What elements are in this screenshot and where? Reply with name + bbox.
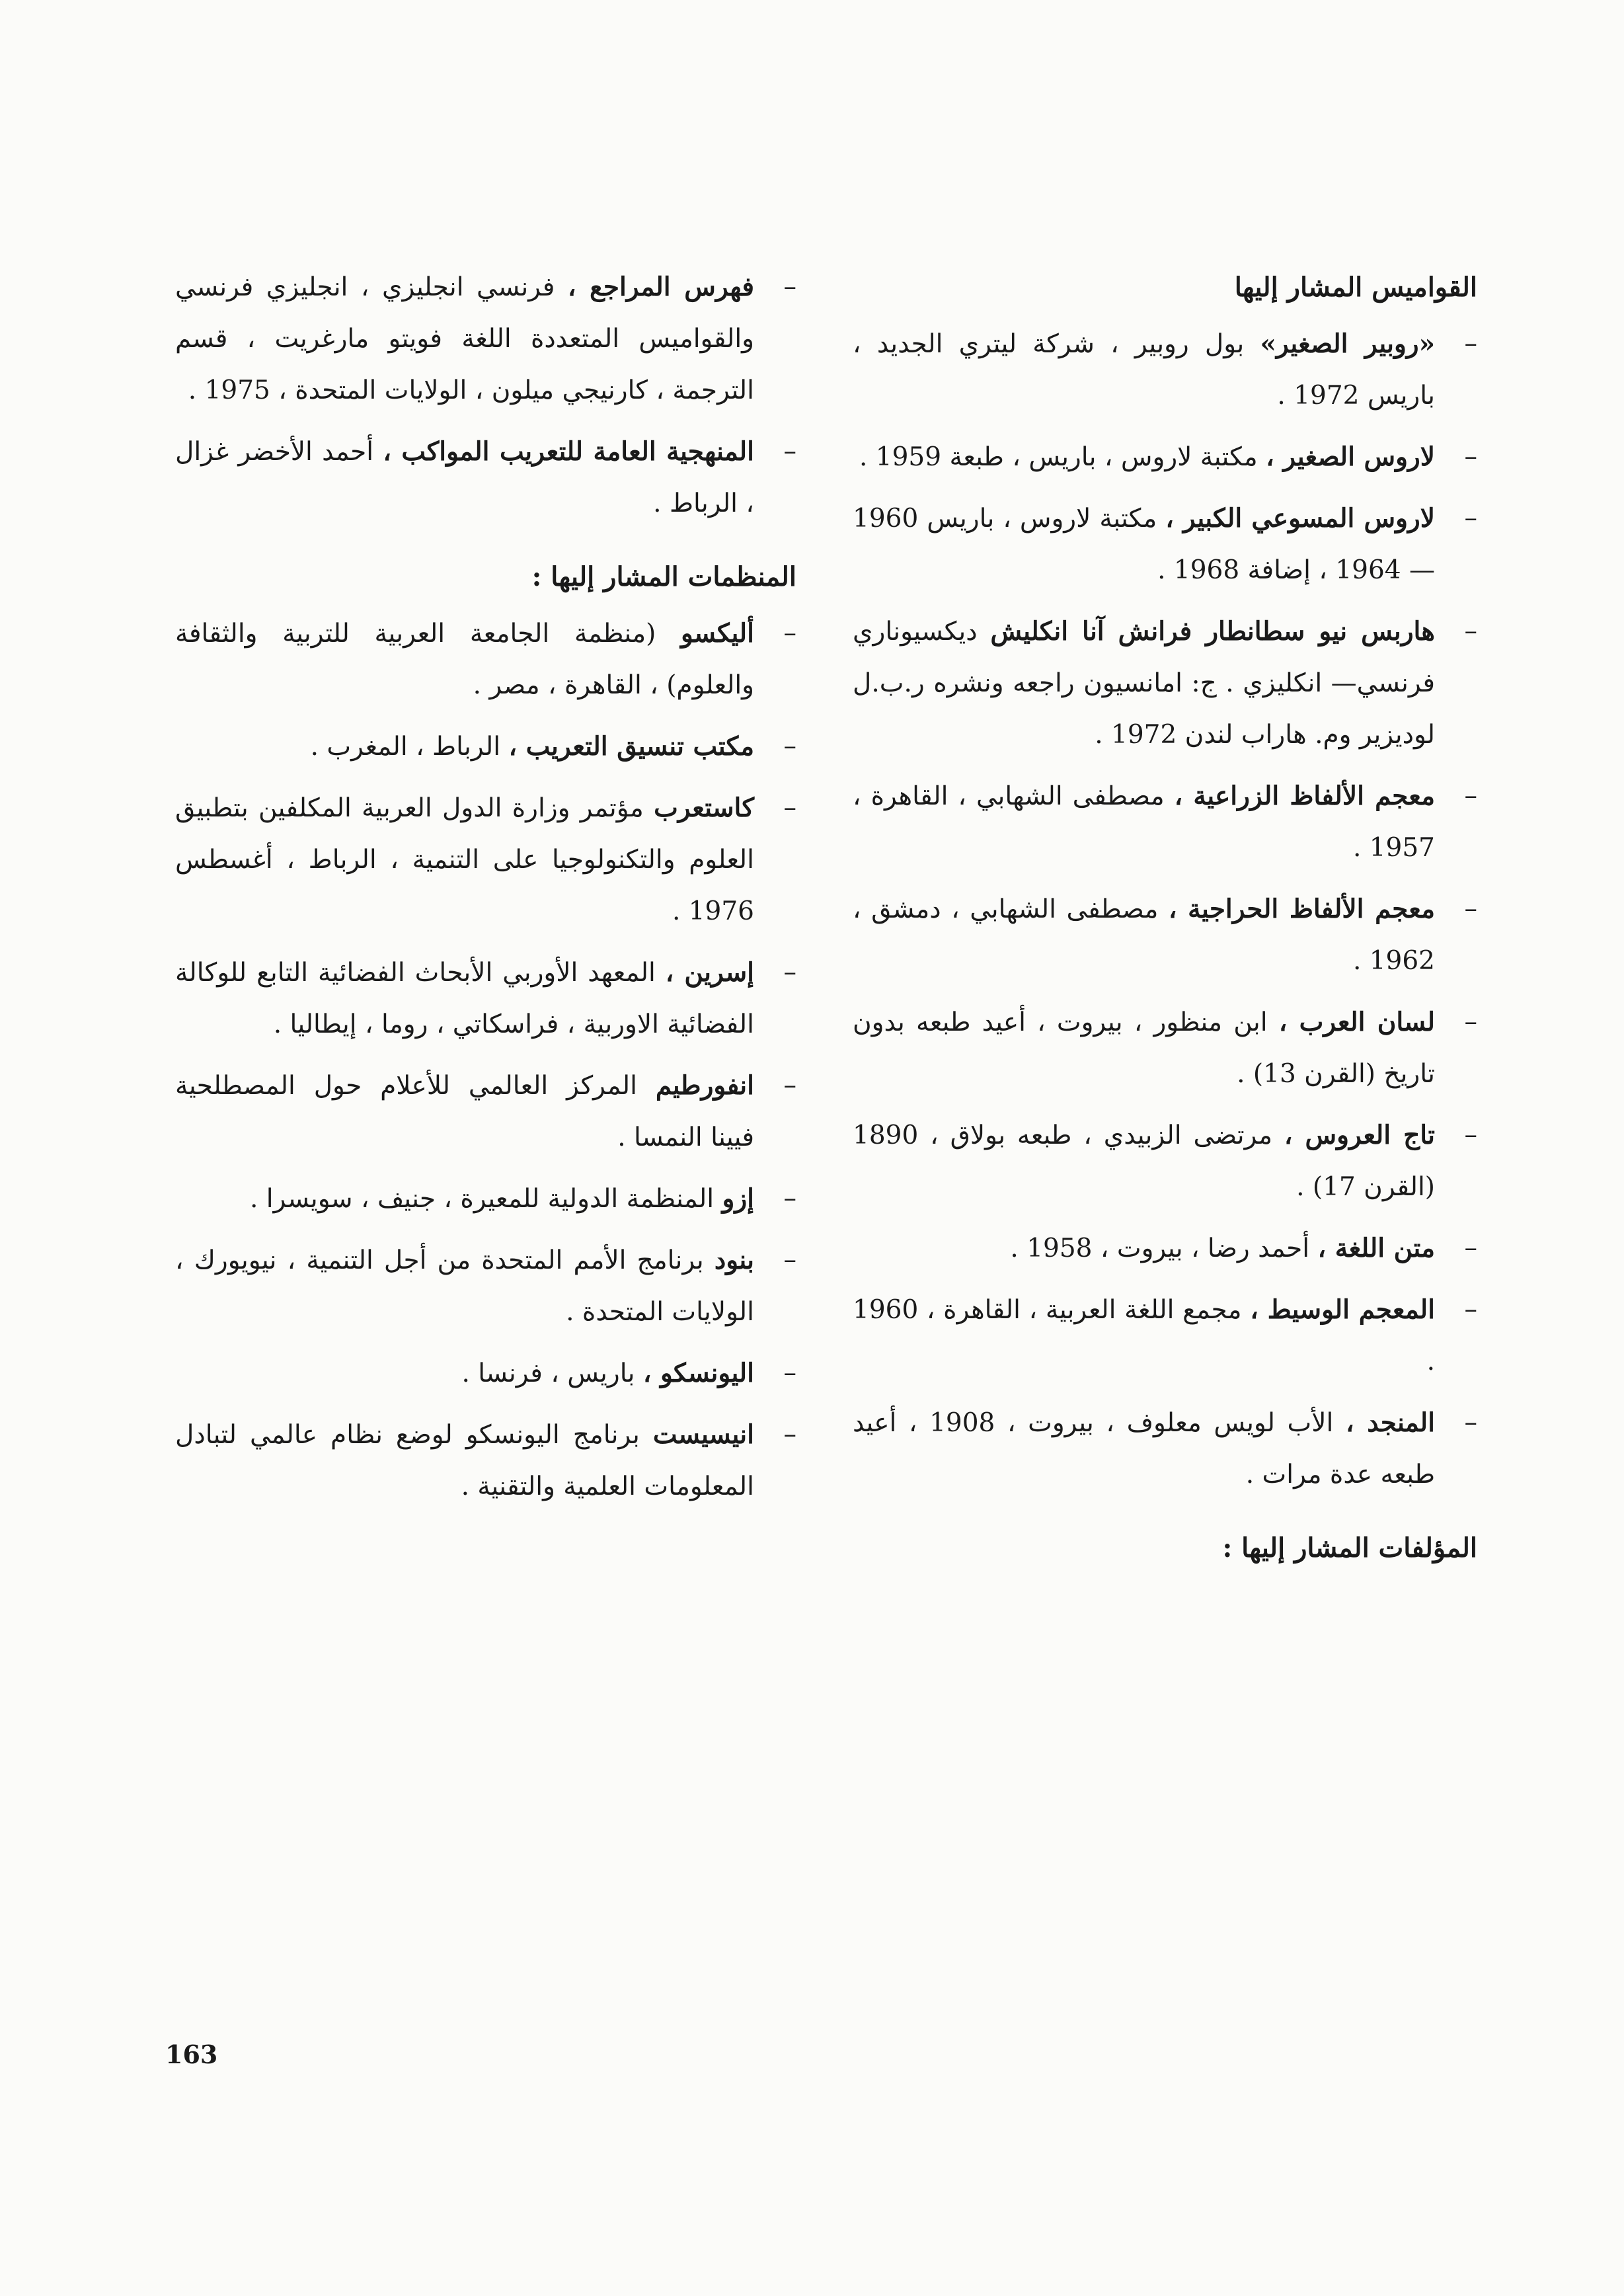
entry-title: معجم الألفاظ الزراعية ، [1174, 781, 1435, 811]
entry-text: الرباط ، المغرب . [310, 732, 501, 762]
entry-dash: – [783, 1183, 796, 1213]
entry-title: انفورطيم [655, 1070, 754, 1101]
entry-title: إزو [722, 1183, 754, 1214]
organization-entry-1 [175, 608, 796, 711]
dictionary-entry-8 [853, 1109, 1477, 1213]
entry-dash: – [783, 957, 796, 987]
entry-dash: – [783, 793, 796, 822]
entry-title: لسان العرب ، [1278, 1007, 1435, 1037]
entry-title: معجم الألفاظ الحراجية ، [1168, 894, 1435, 924]
entry-title: تاج العروس ، [1284, 1120, 1435, 1150]
entry-title: لاروس الصغير ، [1266, 442, 1435, 472]
heading-dictionaries: القواميس المشار إليها [1234, 272, 1477, 303]
entry-text: (منظمة الجامعة العربية للتربية والثقافة والعلوم) ، القاهرة ، مصر . [175, 619, 754, 700]
entry-text: بول روبير ، شركة ليتري الجديد ، باريس 1972 . [853, 329, 1435, 411]
entry-title: لاروس المسوعي الكبير ، [1165, 503, 1435, 534]
entry-text: باريس ، فرنسا . [461, 1359, 635, 1388]
entry-title: فهرس المراجع ، [567, 272, 754, 302]
entry-dash: – [1464, 1233, 1477, 1263]
entry-text: مجمع اللغة العربية ، القاهرة ، 1960 . [853, 1295, 1435, 1376]
entry-title: هاربس نيو سطانطار فرانش آنا انكليش [990, 616, 1435, 647]
entry-title: المعجم الوسيط ، [1250, 1294, 1435, 1325]
entry-dash: – [1464, 894, 1477, 924]
entry-text: فرنسي انجليزي ، انجليزي فرنسي والقواميس المتعددة اللغة فويتو مارغريت ، قسم الترجمة ، كارنيجي ميلون ، الولايات المتحدة ، 1975 . [175, 272, 754, 405]
entry-dash: – [1464, 1007, 1477, 1037]
organization-entry-6 [175, 1173, 796, 1225]
entry-title: «روبير الصغير» [1260, 329, 1435, 359]
entry-dash: – [783, 436, 796, 466]
entry-text: برنامج الأمم المتحدة من أجل التنمية ، نيويورك ، الولايات المتحدة . [175, 1246, 754, 1327]
entry-text: ديكسيوناري فرنسي— انكليزي . ج: امانسيون راجعه ونشره ر.ب.ل لوديزير وم. هاراب لندن 1972 . [853, 617, 1435, 750]
entry-title: بنود [714, 1245, 754, 1275]
entry-text: الأب لويس معلوف ، بيروت ، 1908 ، أعيد طبعه عدة مرات . [853, 1408, 1435, 1489]
dictionary-entry-10 [853, 1284, 1477, 1388]
dictionary-entry-7 [853, 996, 1477, 1100]
organization-entry-2 [175, 721, 796, 773]
entry-text: أحمد الأخضر غزال ، الرباط . [175, 437, 754, 518]
organization-entry-4 [175, 947, 796, 1050]
entry-text: مصطفى الشهابي ، القاهرة ، 1957 . [853, 781, 1435, 863]
entry-dash: – [1464, 616, 1477, 646]
entry-title: مكتب تنسيق التعريب ، [508, 731, 754, 762]
dictionary-entry-9 [853, 1222, 1477, 1275]
organization-entry-5 [175, 1060, 796, 1164]
entry-title: المنجد ، [1345, 1407, 1435, 1438]
right-column [853, 261, 1477, 1579]
entry-text: المعهد الأوربي الأبحاث الفضائية التابع للوكالة الفضائية الاوربية ، فراسكاتي ، روما ، إيطاليا . [175, 958, 754, 1039]
entry-title: كاستعرب [654, 793, 755, 823]
dictionary-entry-4 [853, 606, 1477, 761]
entry-text: مصطفى الشهابي ، دمشق ، 1962 . [853, 894, 1435, 976]
dictionary-entry-5 [853, 770, 1477, 874]
entry-dash: – [783, 618, 796, 648]
entry-text: برنامج اليونسكو لوضع نظام عالمي لتبادل المعلومات العلمية والتقنية . [175, 1420, 754, 1501]
entry-dash: – [1464, 781, 1477, 811]
dictionary-entry-1 [853, 318, 1477, 422]
entry-dash: – [1464, 442, 1477, 471]
entry-dash: – [1464, 1120, 1477, 1150]
entry-dash: – [783, 1358, 796, 1388]
heading-organizations: المنظمات المشار إليها : [531, 561, 796, 592]
dictionary-entry-2 [853, 431, 1477, 483]
organization-entry-9 [175, 1409, 796, 1513]
organization-entry-8 [175, 1347, 796, 1400]
work-entry-1 [175, 261, 796, 416]
entry-title: إسرين ، [665, 957, 754, 988]
left-column [175, 261, 796, 1522]
dictionary-entry-11 [853, 1397, 1477, 1501]
entry-text: مرتضى الزبيدي ، طبعه بولاق ، 1890 (القرن 17) . [853, 1121, 1435, 1202]
entry-title: انيسيست [652, 1419, 754, 1450]
entry-text: أحمد رضا ، بيروت ، 1958 . [1010, 1234, 1310, 1263]
entry-dash: – [783, 1419, 796, 1449]
heading-works: المؤلفات المشار إليها : [1222, 1532, 1477, 1564]
entry-text: ابن منظور ، بيروت ، أعيد طبعه بدون تاريخ (القرن 13) . [853, 1008, 1435, 1089]
entry-dash: – [783, 731, 796, 761]
entry-text: مكتبة لاروس ، باريس ، طبعة 1959 . [859, 442, 1258, 472]
page-number: 163 [165, 2039, 218, 2069]
entry-dash: – [1464, 1294, 1477, 1324]
organization-entry-7 [175, 1234, 796, 1338]
entry-dash: – [1464, 503, 1477, 533]
dictionary-entry-6 [853, 883, 1477, 987]
entry-title: المنهجية العامة للتعريب المواكب ، [383, 436, 754, 467]
dictionary-entry-3 [853, 493, 1477, 596]
entry-dash: – [783, 272, 796, 301]
work-entry-2 [175, 426, 796, 530]
entry-dash: – [1464, 1407, 1477, 1437]
entry-dash: – [783, 1070, 796, 1100]
entry-title: أليكسو [681, 618, 754, 649]
organization-entry-3 [175, 782, 796, 937]
entry-dash: – [1464, 329, 1477, 358]
entry-text: المنظمة الدولية للمعيرة ، جنيف ، سويسرا . [249, 1184, 715, 1214]
entry-title: اليونسكو ، [642, 1358, 754, 1388]
entry-text: مكتبة لاروس ، باريس 1960 — 1964 ، إضافة 1968 . [853, 504, 1435, 585]
entry-text: مؤتمر وزارة الدول العربية المكلفين بتطبيق العلوم والتكنولوجيا على التنمية ، الرباط ، أغسطس 1976 . [175, 793, 754, 926]
entry-dash: – [783, 1245, 796, 1275]
entry-title: متن اللغة ، [1317, 1233, 1435, 1263]
entry-text: المركز العالمي للأعلام حول المصطلحية فيينا النمسا . [175, 1071, 754, 1152]
